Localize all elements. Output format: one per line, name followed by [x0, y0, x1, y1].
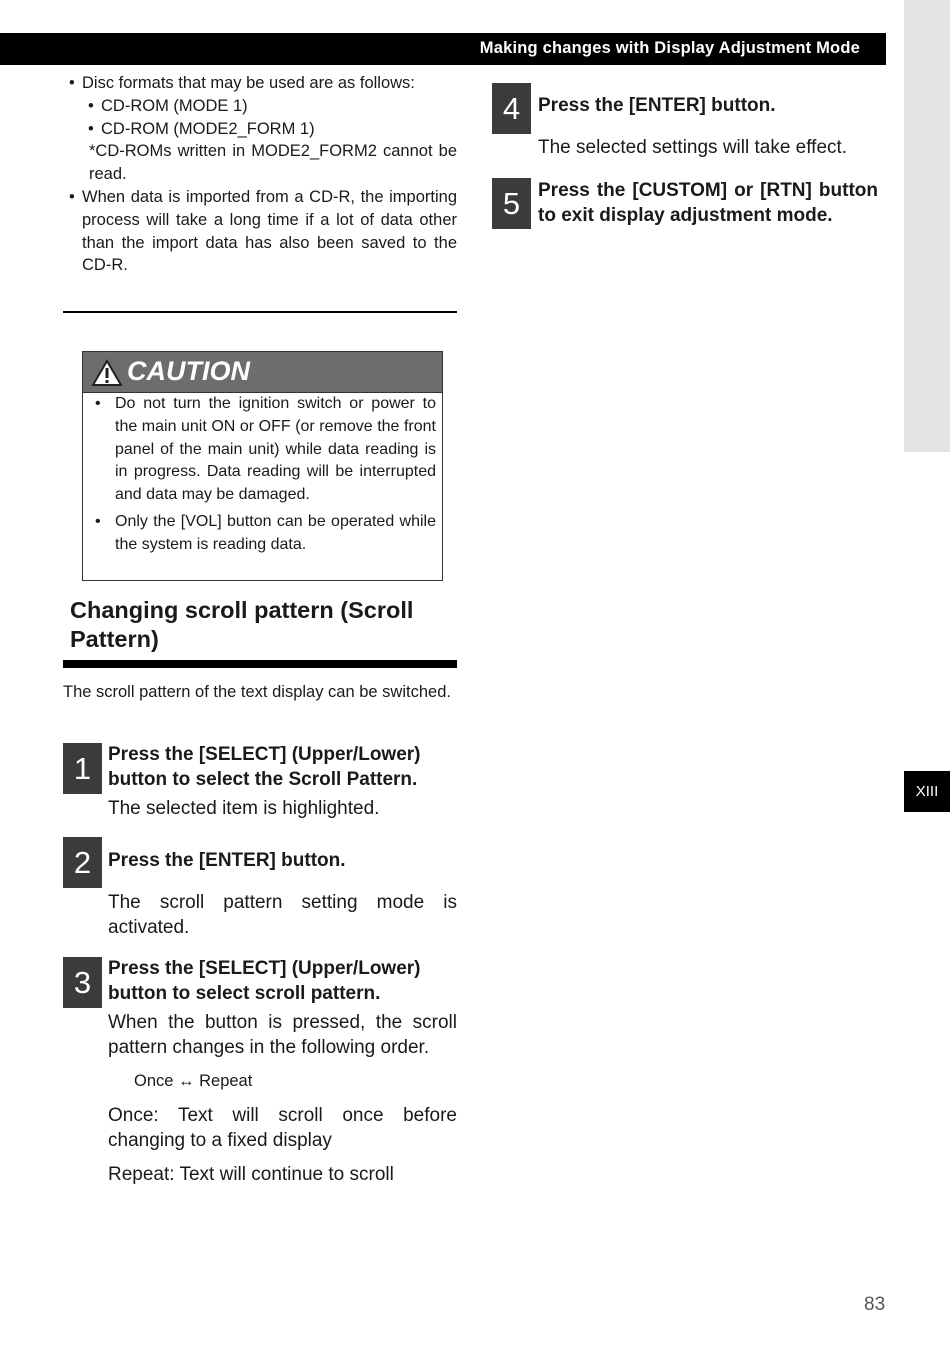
- step-body: The selected item is highlighted.: [108, 798, 380, 819]
- step-title: Press the [SELECT] (Upper/Lower) button to select the Scroll Pattern.: [108, 744, 421, 790]
- caution-item: [95, 511, 436, 557]
- bullet-icon: •: [88, 119, 94, 138]
- bullet-icon: •: [95, 512, 101, 530]
- step-number: 5: [492, 178, 531, 229]
- section-rule: [63, 660, 457, 668]
- caution-item: [95, 393, 436, 507]
- step-title: Press the [ENTER] button.: [108, 850, 346, 871]
- header-title: Making changes with Display Adjustment Mode: [479, 39, 860, 57]
- format-item: CD-ROM (MODE2_FORM 1): [101, 119, 315, 138]
- repeat-description: Repeat: Text will continue to scroll: [108, 1164, 394, 1185]
- step-number: 3: [63, 957, 102, 1008]
- bullet-icon: •: [88, 96, 94, 115]
- step-title: Press the [ENTER] button.: [538, 95, 776, 116]
- page-number: 83: [864, 1294, 886, 1315]
- once-description: Once: Text will scroll once before changing to a fixed display: [108, 1105, 457, 1151]
- section-intro: The scroll pattern of the text display can be switched.: [63, 683, 451, 701]
- caution-title: CAUTION: [127, 356, 250, 386]
- cdr-import-text: When data is imported from a CD-R, the importing process will take a long time if a lot of data other than the import data has also been saved to the CD-R.: [82, 187, 457, 275]
- step-body: When the button is pressed, the scroll pattern changes in the following order.: [108, 1012, 457, 1058]
- disc-format-bullets: [63, 72, 457, 277]
- bullet-icon: •: [95, 395, 101, 412]
- mode2-note: *CD-ROMs written in MODE2_FORM2 cannot be read.: [89, 142, 457, 184]
- format-item: CD-ROM (MODE 1): [101, 96, 248, 115]
- step-title: Press the [CUSTOM] or [RTN] button to exit display adjustment mode.: [538, 180, 878, 226]
- header-bar: [0, 33, 886, 65]
- caution-box: [82, 351, 443, 581]
- disc-formats-text: Disc formats that may be used are as follows:: [82, 74, 415, 92]
- step-number: 4: [492, 83, 531, 134]
- bullet-icon: •: [69, 187, 75, 206]
- list-item: [63, 72, 457, 95]
- caution-text: Only the [VOL] button can be operated while the system is reading data.: [115, 512, 436, 553]
- caution-header: [83, 352, 442, 393]
- list-item: [63, 95, 457, 118]
- divider: [63, 311, 457, 313]
- section-title: Changing scroll pattern (Scroll Pattern): [70, 597, 414, 652]
- scroll-order: Once ↔ Repeat: [134, 1072, 253, 1090]
- step-title: Press the [SELECT] (Upper/Lower) button to select scroll pattern.: [108, 958, 421, 1004]
- chapter-tab: XIII: [904, 771, 950, 812]
- side-tab-bar: [904, 0, 950, 452]
- warning-icon: [91, 359, 123, 387]
- list-item: [63, 186, 457, 277]
- step-body: The selected settings will take effect.: [538, 137, 848, 158]
- step-number: 1: [63, 743, 102, 794]
- caution-text: Do not turn the ignition switch or power to the main unit ON or OFF (or remove the front panel of the main unit) while data reading is in progress. Data reading will be interrupted and data may be damaged.: [115, 395, 436, 504]
- bullet-icon: •: [69, 74, 75, 92]
- step-body: The scroll pattern setting mode is activated.: [108, 892, 457, 938]
- caution-body: [83, 393, 442, 557]
- list-item: [63, 118, 457, 141]
- step-number: 2: [63, 837, 102, 888]
